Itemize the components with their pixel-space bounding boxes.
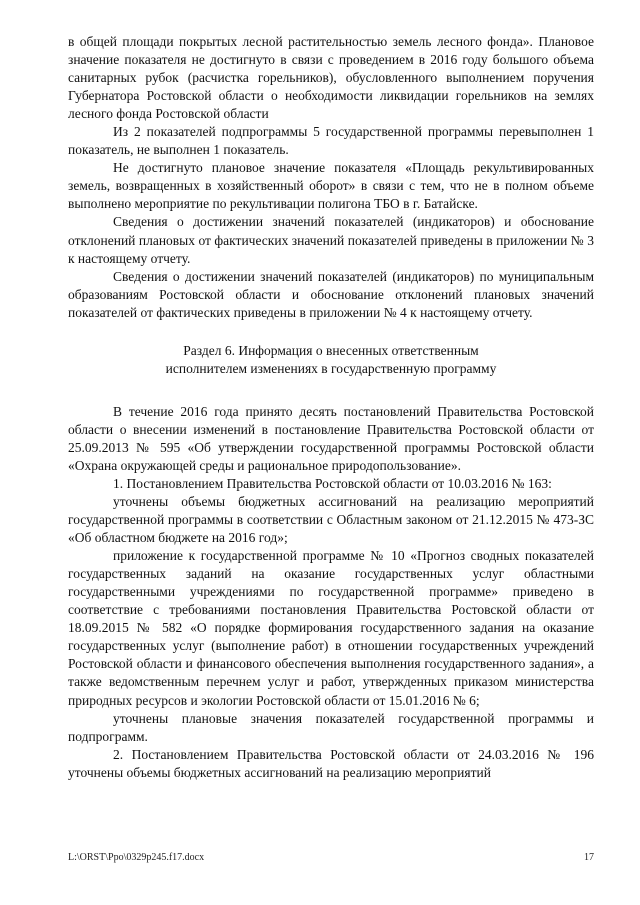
paragraph: Не достигнуто плановое значение показателя «Площадь рекультивированных земель, возвращенных в хозяйственный оборот» в связи с тем, что не в полном объеме выполнено мероприятие по рекультивации полигона ТБО в г. Батайске.: [68, 160, 594, 212]
paragraph: уточнены плановые значения показателей государственной программы и подпрограмм.: [68, 710, 594, 744]
paragraph: уточнены объемы бюджетных ассигнований на реализацию мероприятий государственной программы в соответствии с Областным законом от 21.12.2015 № 473-ЗС «Об областном бюджете на 2016 год»;: [68, 493, 594, 546]
paragraph: 2. Постановлением Правительства Ростовской области от 24.03.2016 № 196 уточнены объемы бюджетных ассигнований на реализацию мероприятий: [68, 746, 594, 780]
section-heading: [68, 342, 594, 378]
paragraph-continuation: в общей площади покрытых лесной растительностью земель лесного фонда». Плановое значение показателя не достигнуто в связи с проведением в 2016 году большого объема санитарных рубок (расчистка горельников), обусловленного выполнением поручения Губернатора Ростовской области о необходимости ликвидации горельников на землях лесного фонда Ростовской области: [68, 34, 594, 122]
document-body: [68, 33, 594, 782]
page-footer: [68, 852, 594, 863]
page-number: 17: [584, 852, 594, 863]
paragraph: Из 2 показателей подпрограммы 5 государственной программы перевыполнен 1 показатель, не выполнен 1 показатель.: [68, 124, 594, 158]
paragraph: 1. Постановлением Правительства Ростовской области от 10.03.2016 № 163:: [113, 475, 552, 491]
section-heading-line: Раздел 6. Информация о внесенных ответственным: [183, 342, 479, 358]
paragraph: приложение к государственной программе № 10 «Прогноз сводных показателей государственных заданий на оказание государственных услуг областными государственными учреждениями по государственной программе» приведено в соответствие с требованиями постановления Правительства Ростовской области от 18.09.2015 № 582 «О порядке формирования государственного задания на оказание государственных услуг (выполнение работ) в отношении государственных учреждений Ростовской области и финансового обеспечения выполнения государственного задания», а также ведомственным перечнем услуг и работ, утвержденных приказом министерства природных ресурсов и экологии Ростовской области от 15.01.2016 № 6;: [68, 548, 594, 708]
paragraph: Сведения о достижении значений показателей (индикаторов) по муниципальным образованиям Ростовской области и обоснование отклонений плановых значений показателей от фактических приведены в приложении № 4 к настоящему отчету.: [68, 268, 594, 320]
footer-file-path: L:\ORST\Ppo\0329p245.f17.docx: [68, 852, 205, 863]
paragraph: Сведения о достижении значений показателей (индикаторов) и обоснование отклонений плановых от фактических значений показателей приведены в приложении № 3 к настоящему отчету.: [68, 214, 594, 266]
paragraph: В течение 2016 года принято десять постановлений Правительства Ростовской области о внесении изменений в постановление Правительства Ростовской области от 25.09.2013 № 595 «Об утверждении государственной программы Ростовской области «Охрана окружающей среды и рациональное природопользование».: [68, 403, 594, 473]
section-heading-line: исполнителем изменениях в государственную программу: [165, 360, 497, 376]
